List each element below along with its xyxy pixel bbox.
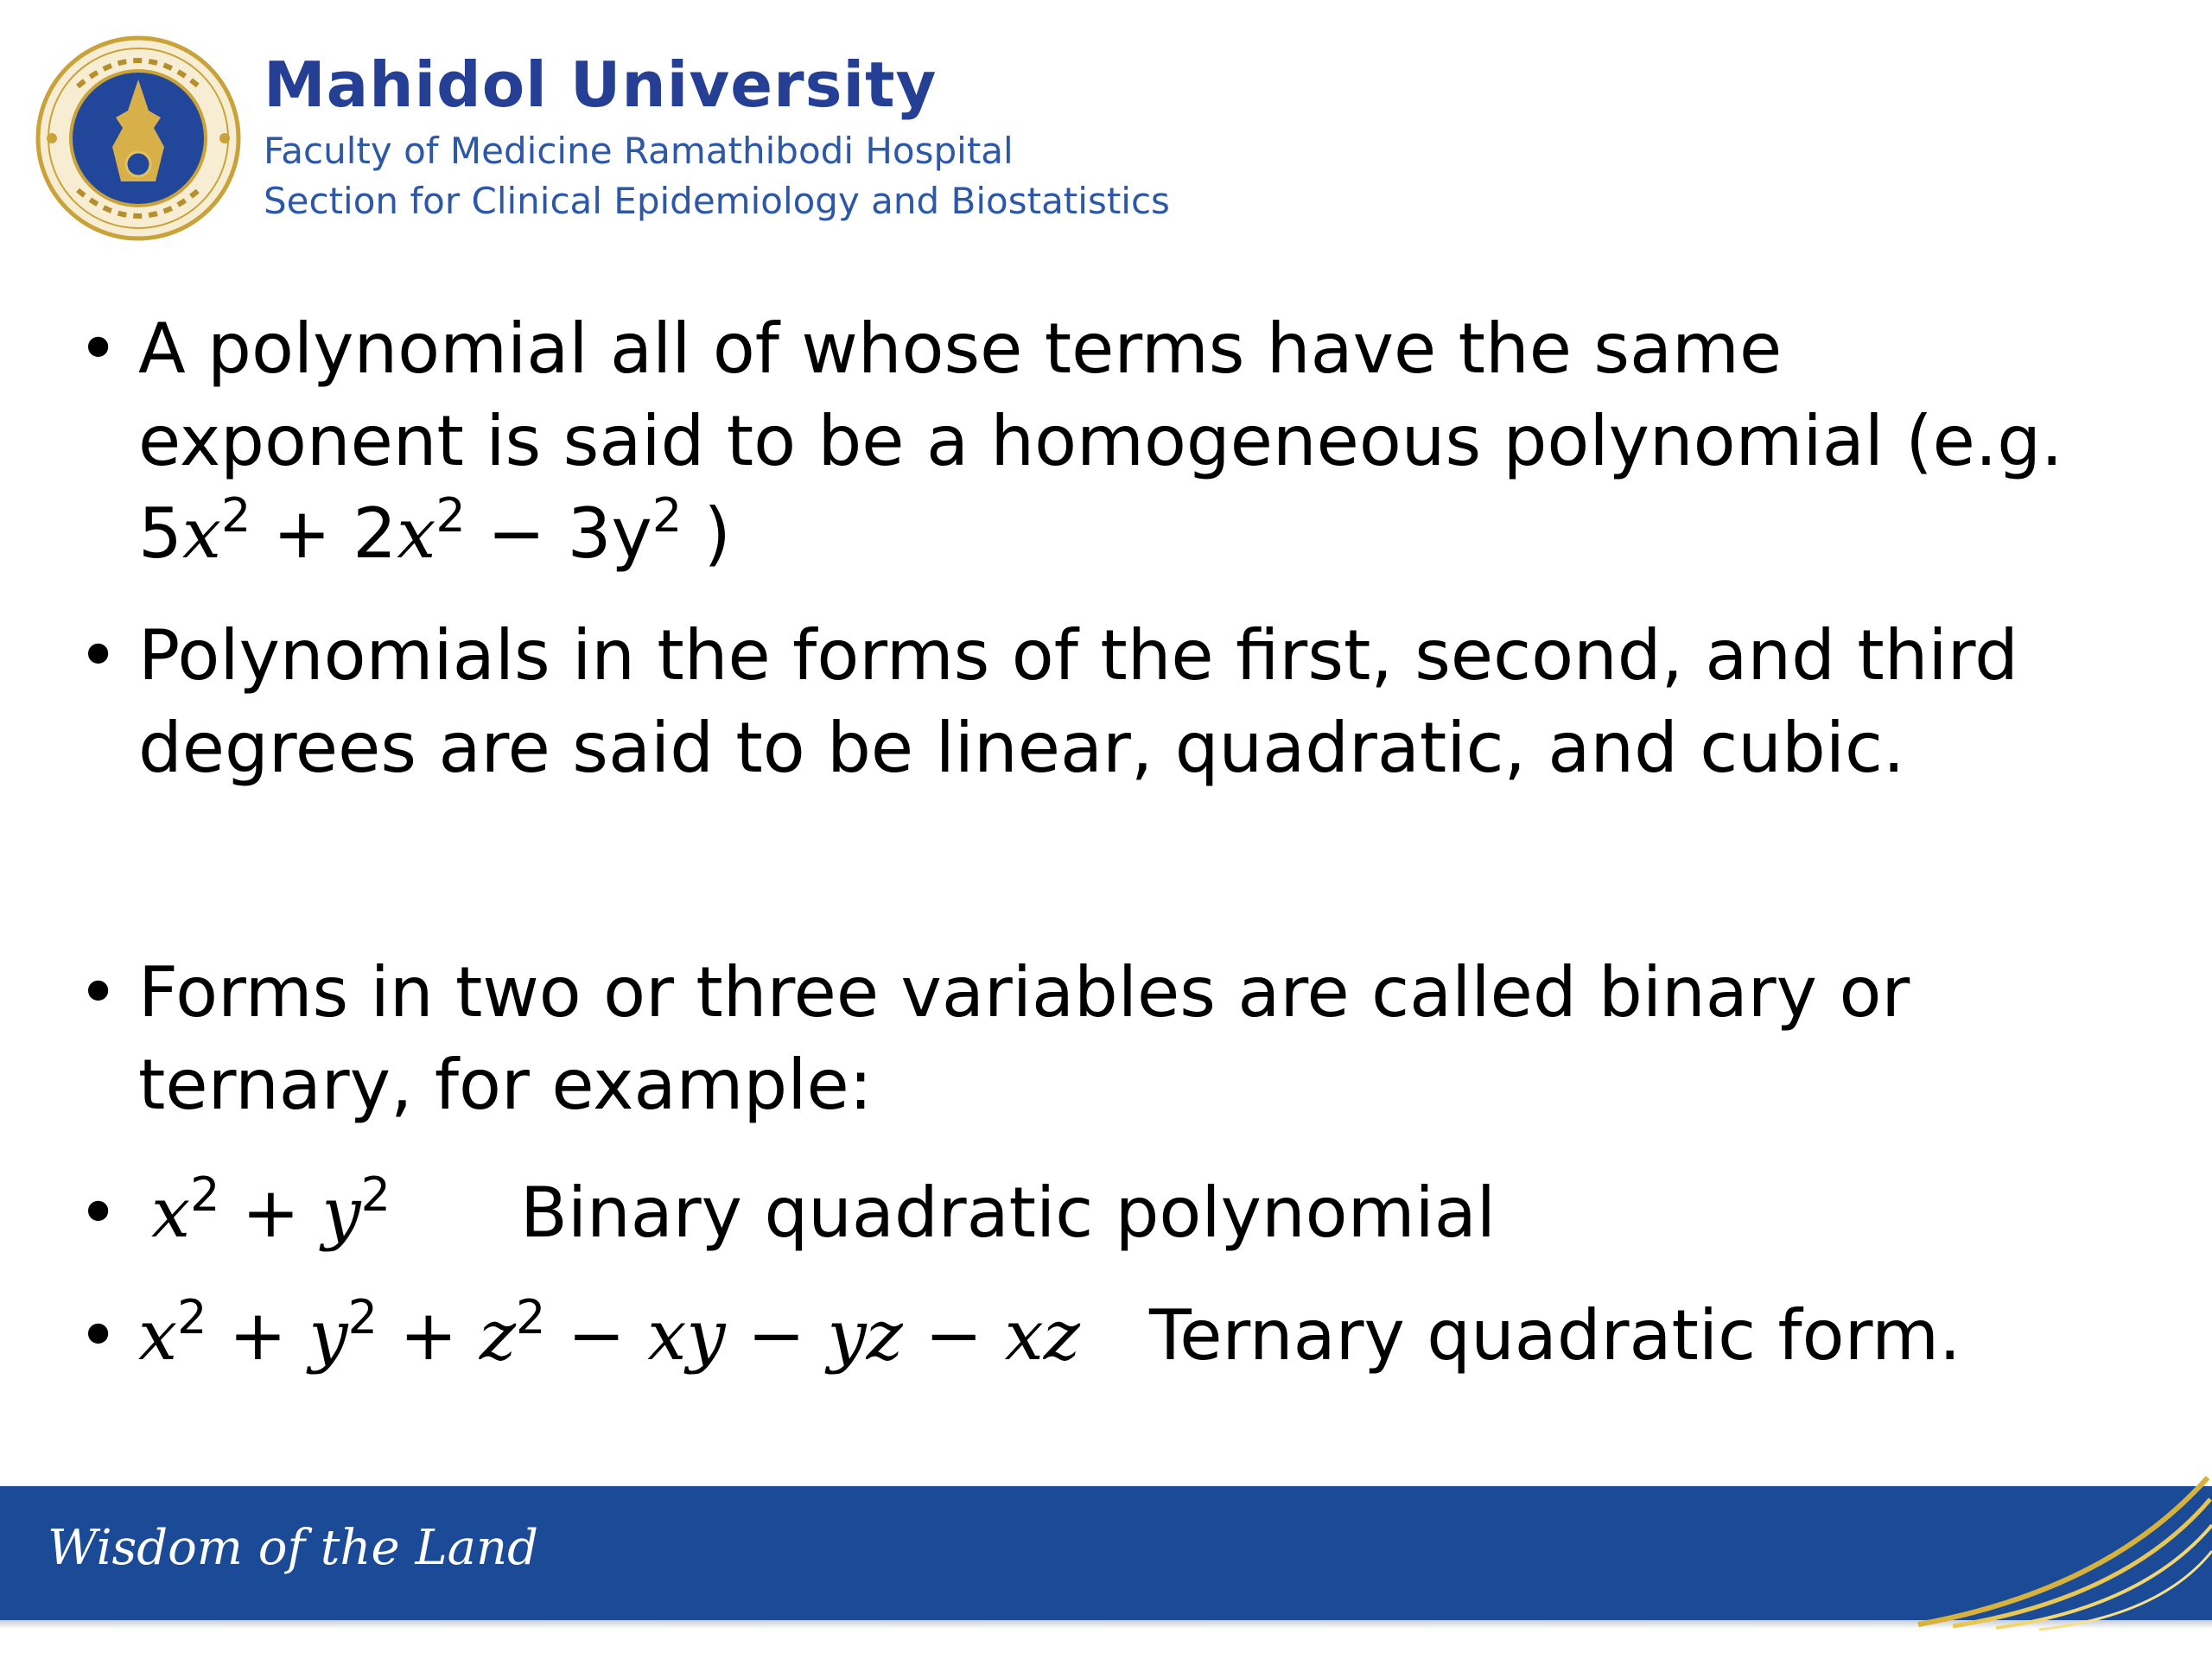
binary-label: Binary quadratic polynomial xyxy=(519,1173,1496,1253)
bullet-forms xyxy=(78,946,2152,1131)
footer-motto: Wisdom of the Land xyxy=(48,1520,538,1576)
bullet-homogeneous xyxy=(78,302,2152,580)
binary-expression: $x^2 + y^2$ xyxy=(151,1167,391,1253)
bullet-text-line: A polynomial all of whose terms have the same xyxy=(138,308,1783,389)
bullet-text-line: degrees are said to be linear, quadratic, and cubic. xyxy=(138,708,1905,788)
mahidol-seal-logo xyxy=(35,35,242,242)
bullet-marker: • xyxy=(78,308,119,389)
footer-band xyxy=(0,1486,2212,1620)
header-title-block xyxy=(264,43,1170,226)
footer-shadow xyxy=(0,1620,2212,1629)
bullet-marker: • xyxy=(78,615,119,696)
example-expression: $5x^2 + 2x^2 - 3y^2$ ) xyxy=(138,488,731,574)
section-name: Section for Clinical Epidemiology and Biostatistics xyxy=(264,180,1170,222)
bullet-text-line: Forms in two or three variables are called binary or xyxy=(138,952,1910,1033)
faculty-name: Faculty of Medicine Ramathibodi Hospital xyxy=(264,130,1014,172)
university-name: Mahidol University xyxy=(264,48,938,121)
bullet-marker: • xyxy=(78,952,119,1033)
bullet-text-line: Polynomials in the forms of the first, second, and third xyxy=(138,615,2018,696)
bullet-binary-example xyxy=(78,1166,2152,1259)
bullet-ternary-example xyxy=(78,1289,2152,1382)
bullet-degrees xyxy=(78,609,2152,794)
ternary-label: Ternary quadratic form. xyxy=(1148,1295,1961,1376)
bullet-text-line: ternary, for example: xyxy=(138,1045,873,1125)
bullet-marker: • xyxy=(78,1173,119,1253)
bullet-text-line: exponent is said to be a homogeneous polynomial (e.g. xyxy=(138,401,2063,481)
ternary-expression: $x^2 + y^2 + z^2$ − xy − yz − xz xyxy=(138,1290,1080,1376)
gold-swoosh-decoration xyxy=(1901,1460,2212,1633)
bullet-marker: • xyxy=(78,1295,119,1376)
